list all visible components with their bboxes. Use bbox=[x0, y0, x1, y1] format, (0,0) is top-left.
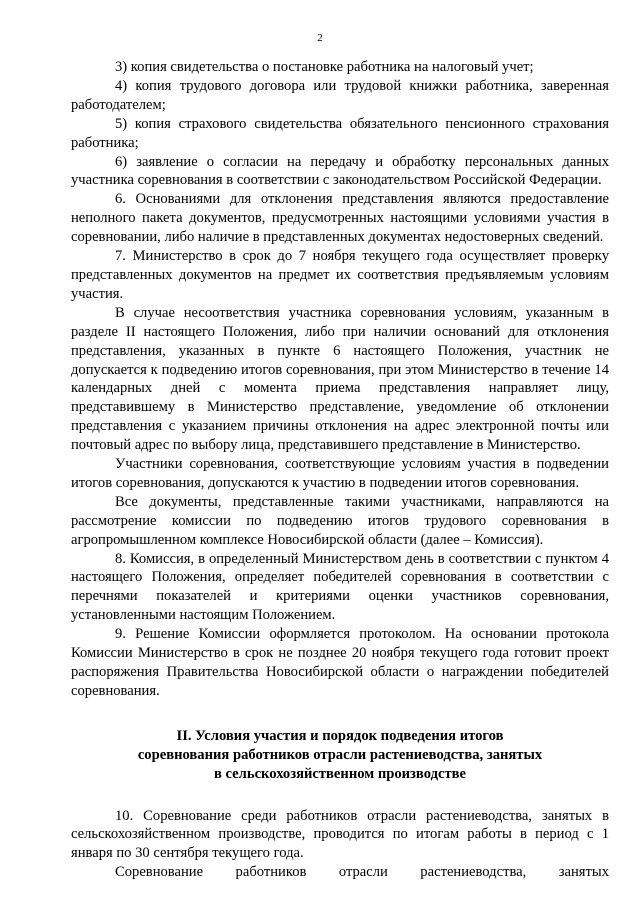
list-item-6: 6) заявление о согласии на передачу и обработку персональных данных участника соревнования в соответствии с законодательством Российской Федерации. bbox=[71, 153, 609, 189]
paragraph-documents: Все документы, представленные такими участниками, направляются на рассмотрение комиссии по подведению итогов трудового соревнования в агропромышленном комплексе Новосибирской области (далее – Комиссия). bbox=[71, 493, 609, 548]
clause-9: 9. Решение Комиссии оформляется протоколом. На основании протокола Комиссии Министерство в срок не позднее 20 ноября текущего года готовит проект распоряжения Правительства Новосибирской области о награждении победителей соревнования. bbox=[71, 626, 609, 699]
list-item-5: 5) копия страхового свидетельства обязательного пенсионного страхования работника; bbox=[71, 115, 609, 151]
section-heading bbox=[71, 727, 609, 784]
document-body bbox=[71, 58, 609, 882]
clause-7: 7. Министерство в срок до 7 ноября текущего года осуществляет проверку представленных документов на предмет их соответствия предъявляемым условиям участия. bbox=[71, 248, 609, 302]
section-heading-line: II. Условия участия и порядок подведения итогов bbox=[176, 727, 504, 744]
section-heading-line: в сельскохозяйственном производстве bbox=[214, 765, 466, 782]
clause-8: 8. Комиссия, в определенный Министерством день в соответствии с пунктом 4 настоящего Положения, определяет победителей соревнования в соответствии с перечнями показателей и критериями оценки участников соревнования, установленными настоящим Положением. bbox=[71, 550, 609, 624]
paragraph-competition-start: Соревнование работников отрасли растениеводства, занятых bbox=[115, 864, 609, 881]
paragraph-rejection: В случае несоответствия участника соревнования условиям, указанным в разделе II настоящего Положения, либо при наличии оснований для отклонения представления, указанных в пункте 6 настоящего Положения, участник не допускается к подведению итогов соревнования, при этом Министерство в течение 14 календарных дней с момента приема представления направляет лицу, представившему в Министерство представление, уведомление об отклонении представления с указанием причины отклонения на адрес электронной почты или почтовый адрес по выбору лица, представившего представление в Министерство. bbox=[71, 304, 609, 454]
section-heading-line: соревнования работников отрасли растениеводства, занятых bbox=[137, 746, 543, 763]
page-number: 2 bbox=[317, 32, 323, 44]
paragraph-admitted: Участники соревнования, соответствующие условиям участия в подведении итогов соревнования, допускаются к участию в подведении итогов соревнования. bbox=[71, 456, 609, 491]
list-item-4: 4) копия трудового договора или трудовой книжки работника, заверенная работодателем; bbox=[71, 77, 609, 113]
clause-6: 6. Основаниями для отклонения представления являются предоставление неполного пакета документов, предусмотренных настоящими условиями участия в соревновании, либо наличие в представленных документах недостоверных сведений. bbox=[71, 191, 609, 246]
list-item-3: 3) копия свидетельства о постановке работника на налоговый учет; bbox=[115, 59, 534, 75]
clause-10: 10. Соревнование среди работников отрасли растениеводства, занятых в сельскохозяйственном производстве, проводится по итогам работы в период с 1 января по 30 сентября текущего года. bbox=[71, 807, 609, 862]
